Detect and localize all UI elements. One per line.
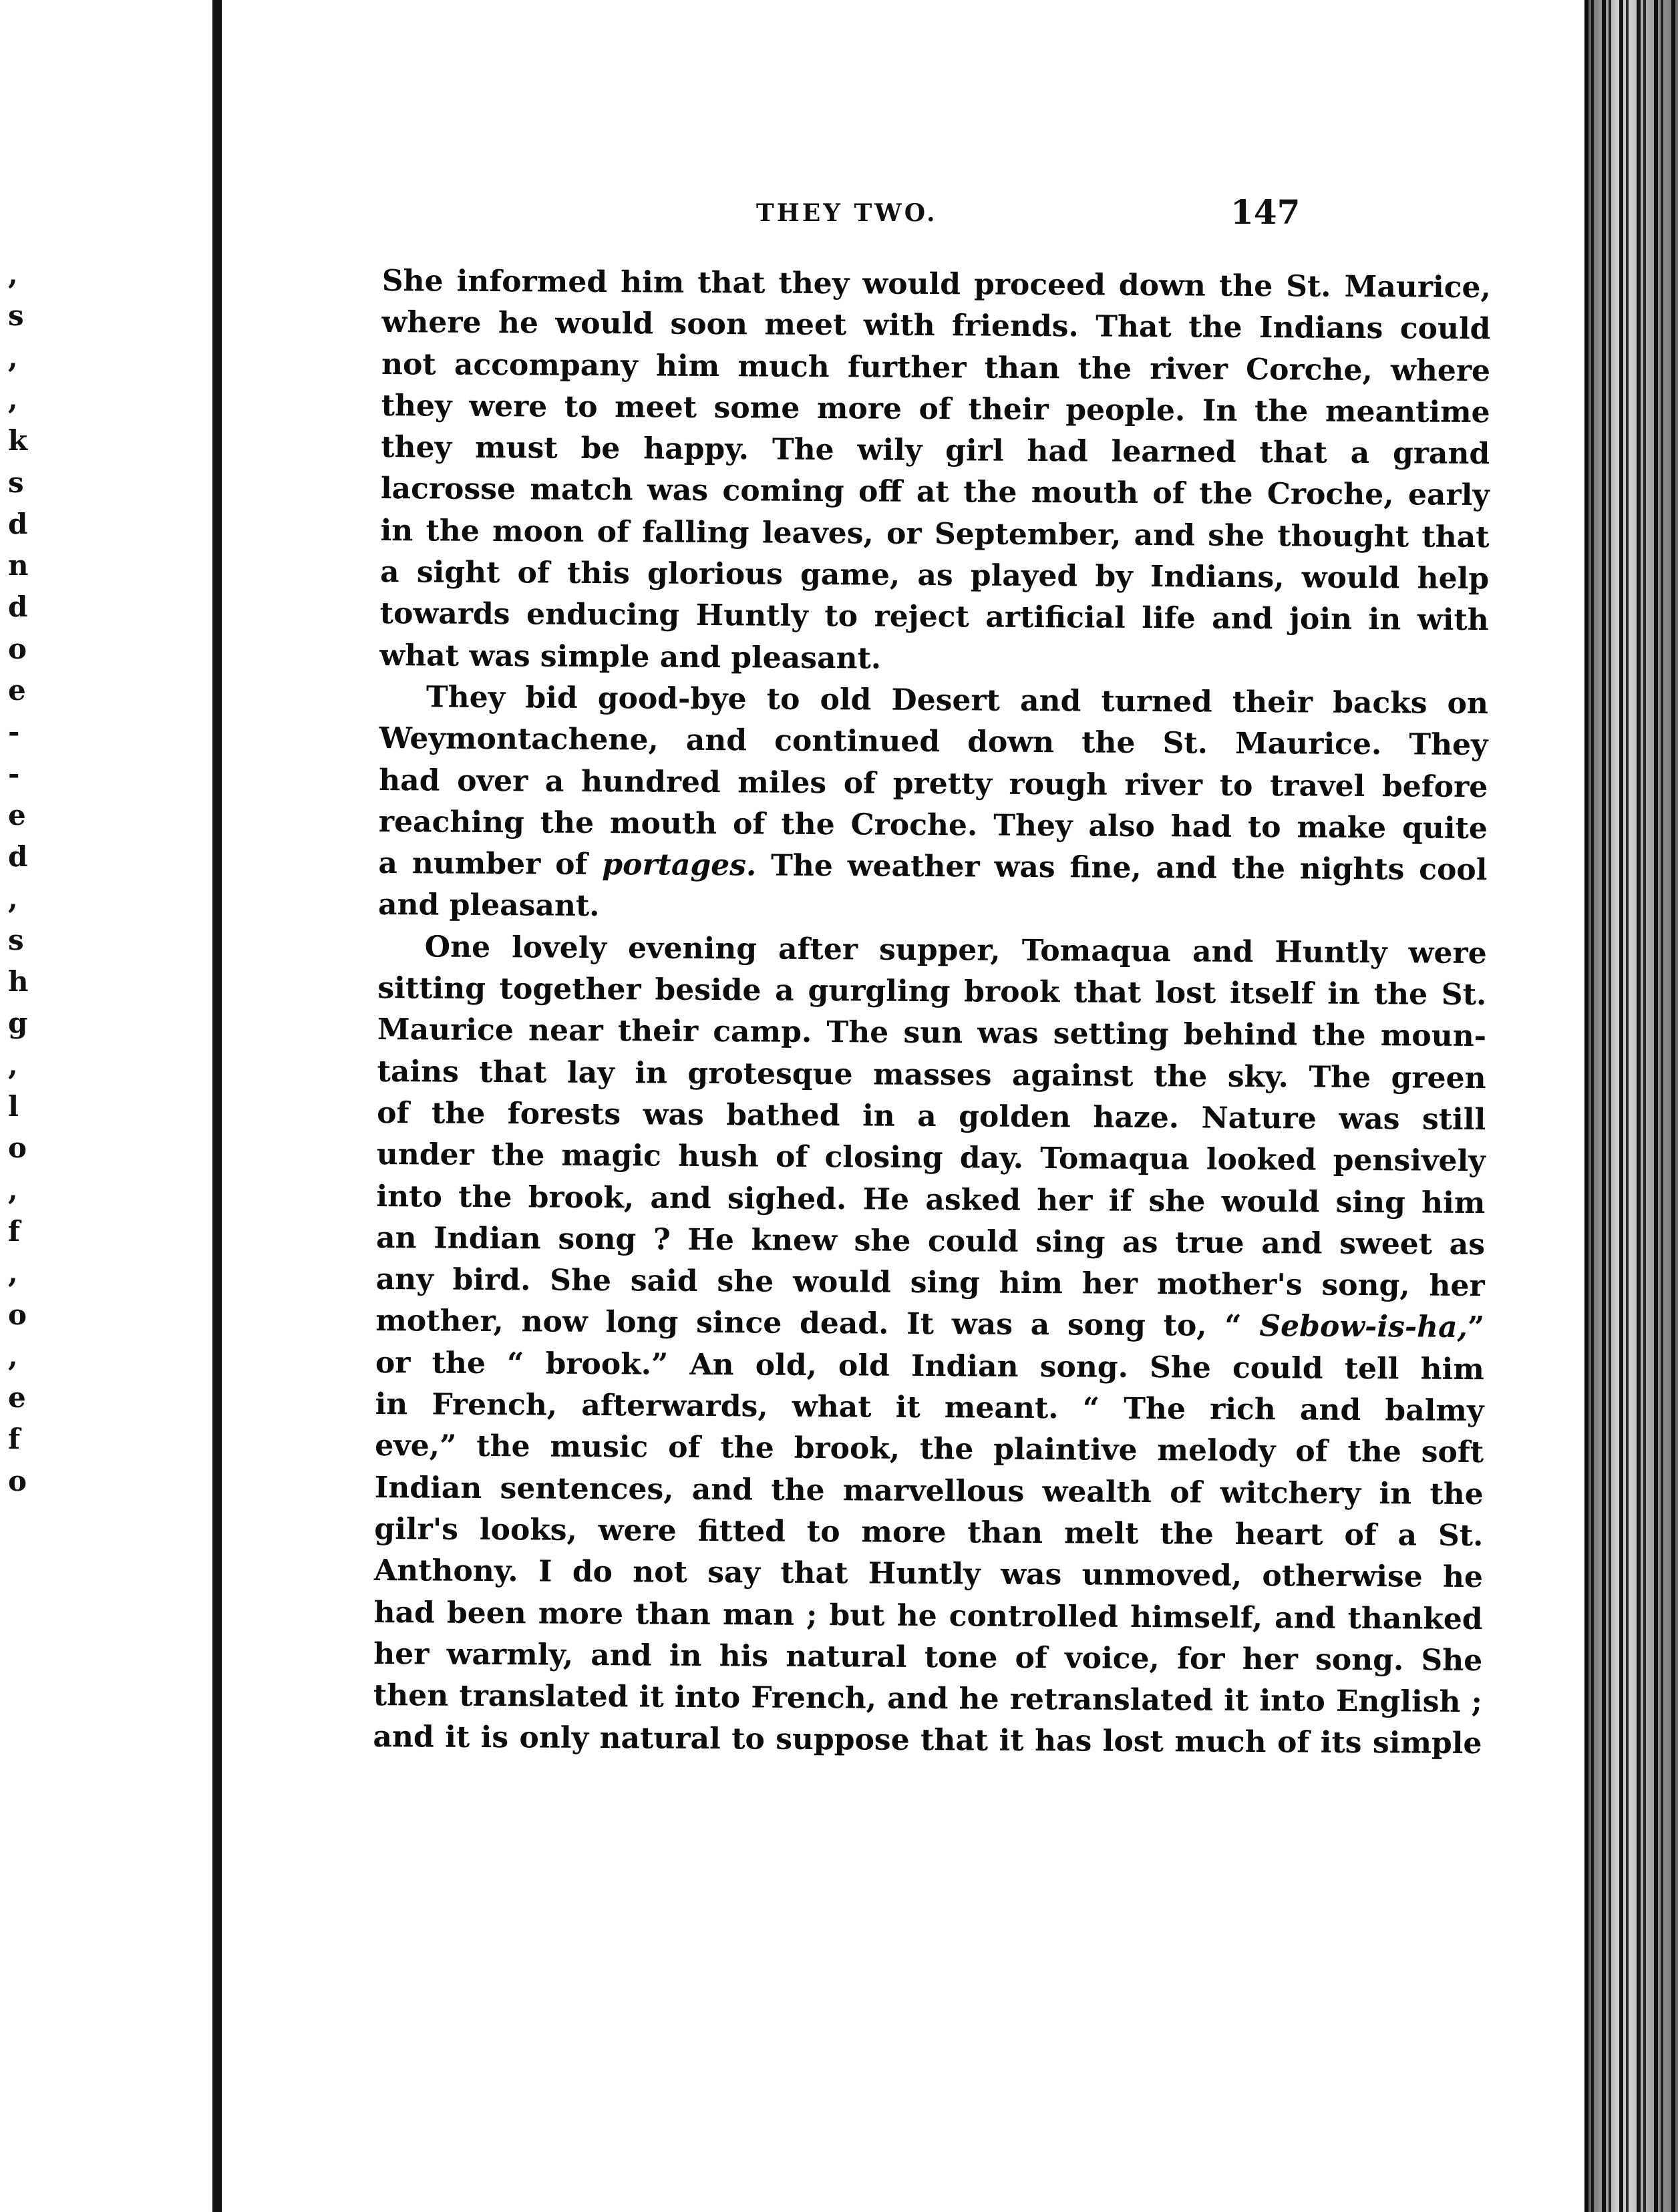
text-line: sitting together beside a gurgling brook that lost itself in the St. bbox=[377, 971, 1487, 1012]
text-line: Indian sentences, and the marvellous wealth of witchery in the bbox=[374, 1470, 1484, 1511]
text-line: had over a hundred miles of pretty rough river to travel before bbox=[379, 763, 1488, 804]
facing-page-fragment: , bbox=[8, 1173, 18, 1206]
text-line: eve,” the music of the brook, the plaintive melody of the soft bbox=[375, 1429, 1484, 1470]
text-line: an Indian song ? He knew she could sing as true and sweet as bbox=[375, 1220, 1486, 1262]
italic-term: Sebow-is-ha, bbox=[1259, 1309, 1468, 1345]
text-run: mother, now long since dead. It was a song to, “ bbox=[375, 1304, 1260, 1344]
text-line: Anthony. I do not say that Huntly was unmoved, otherwise he bbox=[373, 1553, 1484, 1595]
text-line: where he would soon meet with friends. That the Indians could bbox=[381, 305, 1491, 347]
text-line: and it is only natural to suppose that it has lost much of its simple bbox=[373, 1720, 1482, 1761]
facing-page-fragment: o bbox=[8, 1464, 27, 1497]
facing-page-fragment: g bbox=[8, 1006, 28, 1040]
text-line: One lovely evening after supper, Tomaqua and Huntly were bbox=[424, 930, 1487, 970]
page-edges bbox=[1584, 0, 1678, 2212]
facing-page-fragment: e bbox=[8, 1381, 26, 1415]
facing-page-fragment: - bbox=[8, 757, 20, 790]
facing-page-fragment: e bbox=[8, 674, 26, 707]
running-title: THEY TWO. bbox=[756, 199, 938, 227]
facing-page-fragment: e bbox=[8, 798, 26, 832]
text-line: Weymontachene, and continued down the St. Maurice. They bbox=[379, 721, 1488, 763]
text-line: under the magic hush of closing day. Tomaqua looked pensively bbox=[376, 1137, 1486, 1179]
facing-page-fragment: d bbox=[8, 840, 28, 874]
facing-page-fragment: h bbox=[8, 965, 29, 998]
facing-page-fragment: d bbox=[8, 590, 28, 624]
book-page bbox=[222, 0, 1584, 2212]
text-line: and pleasant. bbox=[377, 888, 600, 924]
facing-page-fragment: l bbox=[8, 1090, 19, 1123]
text-line: her warmly, and in his natural tone of voice, for her song. She bbox=[373, 1636, 1483, 1678]
facing-page-fragment: , bbox=[8, 341, 18, 374]
facing-page-fragment: s bbox=[8, 466, 24, 499]
facing-page-fragment: o bbox=[8, 1131, 27, 1165]
text-line: or the “ brook.” An old, old Indian song. She could tell him bbox=[375, 1345, 1485, 1387]
facing-page-fragment: d bbox=[8, 507, 28, 540]
text-line: they were to meet some more of their people. In the meantime bbox=[381, 388, 1490, 430]
book-gutter bbox=[212, 0, 222, 2212]
text-line: into the brook, and sighed. He asked her if she would sing him bbox=[376, 1179, 1486, 1220]
italic-term: portages. bbox=[602, 848, 757, 883]
running-header bbox=[222, 192, 1584, 232]
text-line: tains that lay in grotesque masses against the sky. The green bbox=[377, 1054, 1486, 1095]
text-line: not accompany him much further than the river Corche, where bbox=[381, 347, 1491, 388]
facing-page-fragment: o bbox=[8, 1298, 27, 1331]
text-run: ” bbox=[1467, 1310, 1485, 1345]
text-line: in the moon of falling leaves, or September, and she thought that bbox=[380, 513, 1490, 554]
text-line: any bird. She said she would sing him her mother's song, her bbox=[375, 1262, 1485, 1304]
text-line: a sight of this glorious game, as played by Indians, would help bbox=[379, 555, 1490, 596]
facing-page-edge bbox=[0, 0, 212, 2212]
text-line: of the forests was bathed in a golden haze. Nature was still bbox=[377, 1095, 1486, 1137]
facing-page-fragment: o bbox=[8, 632, 27, 665]
text-line: what was simple and pleasant. bbox=[379, 638, 882, 676]
text-line: They bid good-bye to old Desert and turned their backs on bbox=[426, 680, 1489, 721]
facing-page-fragment: , bbox=[8, 1048, 18, 1081]
text-line: towards enducing Huntly to reject artificial life and join in with bbox=[379, 596, 1489, 638]
text-line-with-italic bbox=[378, 843, 1487, 891]
facing-page-fragment: f bbox=[8, 1423, 21, 1456]
text-run: a number of bbox=[378, 846, 603, 882]
facing-page-fragment: , bbox=[8, 1339, 18, 1372]
facing-page-fragment: - bbox=[8, 715, 20, 749]
facing-page-fragment: s bbox=[8, 299, 24, 333]
text-line: then translated it into French, and he retranslated it into English ; bbox=[373, 1678, 1483, 1720]
facing-page-fragment: , bbox=[8, 882, 18, 915]
paragraph-3 bbox=[373, 926, 1487, 1765]
facing-page-fragment: , bbox=[8, 382, 18, 415]
facing-page-fragment: s bbox=[8, 923, 24, 956]
text-line: in French, afterwards, what it meant. “ The rich and balmy bbox=[375, 1387, 1484, 1429]
body-text bbox=[373, 260, 1491, 1765]
text-run: The weather was fine, and the nights cool bbox=[756, 848, 1488, 888]
page-number: 147 bbox=[1230, 192, 1301, 232]
text-line: had been more than man ; but he controlled himself, and thanked bbox=[373, 1595, 1483, 1636]
text-line: She informed him that they would proceed down the St. Maurice, bbox=[381, 263, 1491, 305]
facing-page-fragment: n bbox=[8, 549, 29, 582]
paragraph-1 bbox=[379, 260, 1491, 683]
facing-page-fragment: k bbox=[8, 424, 28, 457]
facing-page-fragment: , bbox=[8, 258, 18, 291]
text-line: reaching the mouth of the Croche. They also had to make quite bbox=[378, 804, 1488, 846]
text-line: they must be happy. The wily girl had learned that a grand bbox=[381, 430, 1490, 472]
text-line: gilr's looks, were fitted to more than melt the heart of a St. bbox=[374, 1511, 1484, 1553]
facing-page-fragment: , bbox=[8, 1256, 18, 1290]
text-line-with-italic bbox=[375, 1300, 1484, 1348]
paragraph-2 bbox=[378, 677, 1488, 933]
text-line: Maurice near their camp. The sun was setting behind the moun- bbox=[377, 1012, 1487, 1054]
page-edges-shadow bbox=[1584, 0, 1678, 2212]
facing-page-fragment: f bbox=[8, 1214, 21, 1248]
text-line: lacrosse match was coming off at the mouth of the Croche, early bbox=[380, 472, 1490, 513]
